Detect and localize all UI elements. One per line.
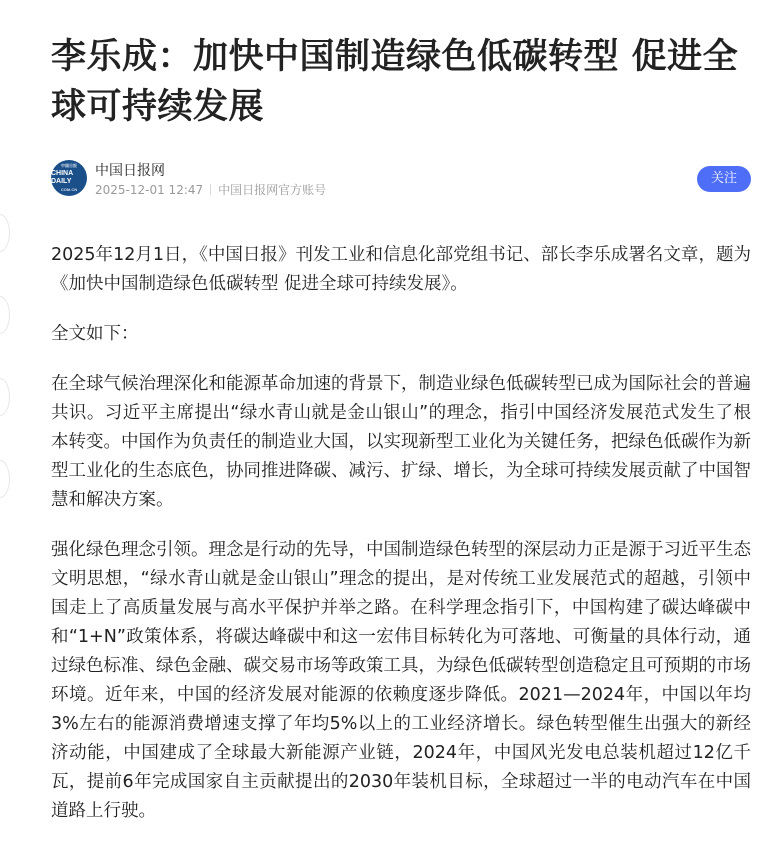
side-decoration — [0, 0, 10, 844]
account-tag: 中国日报网官方账号 — [218, 183, 327, 197]
post-meta — [95, 181, 326, 198]
article-title: 李乐成：加快中国制造绿色低碳转型 促进全球可持续发展 — [51, 37, 739, 127]
article-body — [51, 241, 751, 847]
avatar-text: CHINA DAILY — [51, 170, 73, 185]
follow-button[interactable]: 关注 — [697, 166, 751, 192]
paragraph: 2025年12月1日，《中国日报》刊发工业和信息化部党组书记、部长李乐成署名文章，题为《加快中国制造绿色低碳转型 促进全球可持续发展》。 — [51, 245, 751, 294]
meta-divider — [210, 184, 211, 195]
author-name[interactable]: 中国日报网 — [95, 163, 165, 179]
side-dot — [0, 214, 10, 252]
paragraph: 在全球气候治理深化和能源革命加速的背景下，制造业绿色低碳转型已成为国际社会的普遍共识。习近平主席提出“绿水青山就是金山银山”的理念，指引中国经济发展范式发生了根本转变。中国作为负责任的制造业大国，以实现新型工业化为关键任务，把绿色低碳作为新型工业化的生态底色，协同推进降碳、减污、扩绿、增长，为全球可持续发展贡献了中国智慧和解决方案。 — [51, 374, 751, 510]
avatar[interactable] — [51, 160, 87, 196]
paragraph: 全文如下： — [51, 324, 139, 344]
side-dot — [0, 296, 10, 334]
author-bar — [51, 158, 751, 198]
post-datetime: 2025-12-01 12:47 — [95, 183, 204, 197]
avatar-text: COM.CN — [60, 187, 78, 192]
side-dot — [0, 378, 10, 416]
avatar-text: 中国日报 — [61, 163, 77, 168]
paragraph: 强化绿色理念引领。理念是行动的先导，中国制造绿色转型的深层动力正是源于习近平生态文明思想，“绿水青山就是金山银山”理念的提出，是对传统工业发展范式的超越，引领中国走上了高质量发展与高水平保护并举之路。在科学理念指引下，中国构建了碳达峰碳中和“1+N”政策体系，将碳达峰碳中和这一宏伟目标转化为可落地、可衡量的具体行动，通过绿色标准、绿色金融、碳交易市场等政策工具，为绿色低碳转型创造稳定且可预期的市场环境。近年来，中国的经济发展对能源的依赖度逐步降低。2021—2024年，中国以年均3%左右的能源消费增速支撑了年均5%以上的工业经济增长。绿色转型催生出强大的新经济动能，中国建成了全球最大新能源产业链，2024年，中国风光发电总装机超过12亿千瓦，提前6年完成国家自主贡献提出的2030年装机目标，全球超过一半的电动汽车在中国道路上行驶。 — [51, 540, 751, 821]
side-dot — [0, 460, 10, 498]
